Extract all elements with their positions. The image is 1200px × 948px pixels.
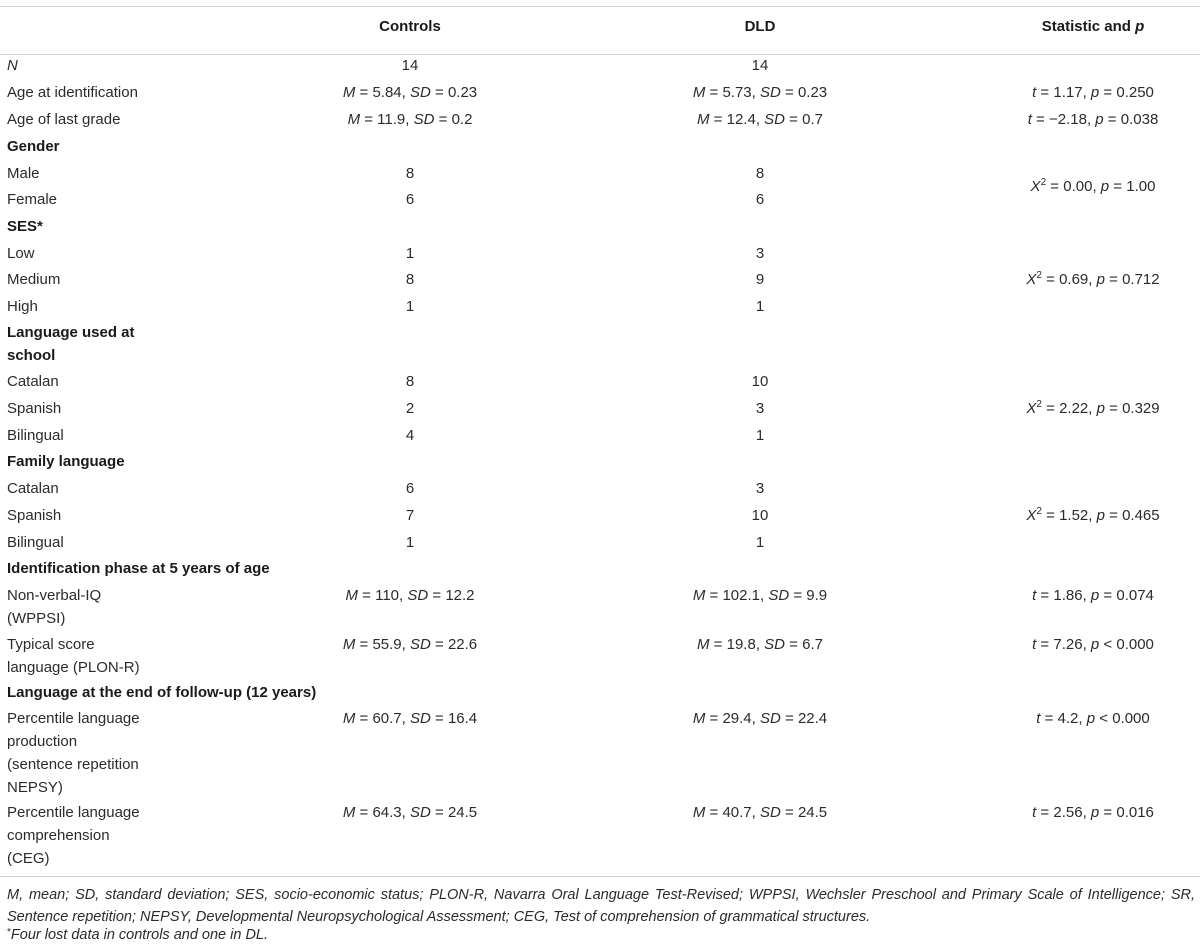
row-label: Male — [7, 165, 40, 182]
row-label: Spanish — [7, 400, 62, 417]
row-label: Catalan — [7, 480, 59, 497]
cell-dld: 10 — [751, 373, 769, 390]
cell-controls: 6 — [405, 480, 415, 497]
cell-dld: 3 — [755, 245, 765, 262]
table-footnote-lost-data: *Four lost data in controls and one in DL. — [7, 927, 269, 943]
section-label: SES* — [7, 218, 43, 235]
table-top-rule — [0, 6, 1200, 7]
row-label: N — [7, 57, 18, 74]
row-label: Low — [7, 245, 35, 262]
cell-dld: M = 29.4, SD = 22.4 — [692, 710, 828, 727]
row-label: Spanish — [7, 507, 62, 524]
cell-dld: 10 — [751, 507, 769, 524]
cell-controls: 7 — [405, 507, 415, 524]
row-label: Bilingual — [7, 534, 64, 551]
row-label: Non-verbal-IQ (WPPSI) — [7, 587, 102, 627]
section-label: Language at the end of follow-up (12 years) — [7, 684, 317, 701]
cell-controls: 2 — [405, 400, 415, 417]
row-label: High — [7, 298, 38, 315]
cell-controls: 8 — [405, 271, 415, 288]
cell-controls: 4 — [405, 427, 415, 444]
cell-dld: 1 — [755, 298, 765, 315]
cell-dld: 3 — [755, 480, 765, 497]
row-label: Bilingual — [7, 427, 64, 444]
cell-controls: 1 — [405, 245, 415, 262]
cell-controls: 6 — [405, 191, 415, 208]
cell-statistic: t = 1.86, p = 0.074 — [1032, 587, 1154, 604]
cell-controls: M = 5.84, SD = 0.23 — [342, 84, 478, 101]
cell-statistic: $X^2 = 0.69$, p = 0.712 — [1026, 270, 1160, 288]
cell-controls: M = 55.9, SD = 22.6 — [342, 636, 478, 653]
section-label: Family language — [7, 453, 125, 470]
cell-dld: 9 — [755, 271, 765, 288]
cell-statistic: t = 1.17, p = 0.250 — [1032, 84, 1154, 101]
cell-dld: 14 — [751, 57, 769, 74]
header-dld: DLD — [744, 18, 776, 35]
row-label: Typical score language (PLON-R) — [7, 636, 140, 676]
row-label: Catalan — [7, 373, 59, 390]
cell-dld: M = 5.73, SD = 0.23 — [692, 84, 828, 101]
section-label: Identification phase at 5 years of age — [7, 560, 270, 577]
cell-statistic: t = 7.26, p < 0.000 — [1032, 636, 1154, 653]
cell-controls: 1 — [405, 298, 415, 315]
cell-statistic: t = 2.56, p = 0.016 — [1032, 804, 1154, 821]
cell-controls: 1 — [405, 534, 415, 551]
cell-dld: M = 40.7, SD = 24.5 — [692, 804, 828, 821]
row-label: Age of last grade — [7, 111, 121, 128]
cell-controls: M = 11.9, SD = 0.2 — [347, 111, 473, 128]
cell-controls: M = 110, SD = 12.2 — [345, 587, 475, 604]
section-label: Gender — [7, 138, 60, 155]
row-label: Age at identification — [7, 84, 138, 101]
cell-controls: M = 60.7, SD = 16.4 — [342, 710, 478, 727]
cell-dld: M = 19.8, SD = 6.7 — [697, 636, 823, 653]
cell-statistic: $X^2 = 2.22$, p = 0.329 — [1026, 399, 1160, 417]
cell-dld: M = 102.1, SD = 9.9 — [692, 587, 828, 604]
cell-controls: 8 — [405, 165, 415, 182]
header-statistic: Statistic and p — [1041, 18, 1145, 35]
cell-dld: 6 — [755, 191, 765, 208]
cell-controls: M = 64.3, SD = 24.5 — [342, 804, 478, 821]
row-label: Percentile language comprehension (CEG) — [7, 804, 140, 867]
row-label: Female — [7, 191, 58, 208]
cell-statistic: t = −2.18, p = 0.038 — [1027, 111, 1159, 128]
cell-dld: 1 — [755, 534, 765, 551]
cell-statistic: $X^2 = 1.52$, p = 0.465 — [1026, 506, 1160, 524]
cell-dld: 8 — [755, 165, 765, 182]
cell-controls: 14 — [401, 57, 419, 74]
cell-statistic: t = 4.2, p < 0.000 — [1036, 710, 1150, 727]
cell-controls: 8 — [405, 373, 415, 390]
row-label: Medium — [7, 271, 61, 288]
cell-dld: 1 — [755, 427, 765, 444]
cell-dld: 3 — [755, 400, 765, 417]
table-bottom-rule — [0, 876, 1200, 877]
table-footnote-abbreviations: M, mean; SD, standard deviation; SES, socio-economic status; PLON-R, Navarra Oral Language Test-Revised; WPPSI, Wechsler Preschool and Primary Scale of Intelligence; SR, Sentence repetition; NEPSY, Developmental Neuropsychological Assessment; CEG, Test of comprehension of grammatical structures. — [7, 887, 1195, 925]
cell-dld: M = 12.4, SD = 0.7 — [697, 111, 823, 128]
row-label: Percentile language production (sentence repetition NEPSY) — [7, 710, 140, 796]
header-controls: Controls — [379, 18, 441, 35]
section-label: Language used at school — [7, 324, 135, 364]
cell-statistic: $X^2 = 0.00$, p = 1.00 — [1030, 177, 1156, 195]
